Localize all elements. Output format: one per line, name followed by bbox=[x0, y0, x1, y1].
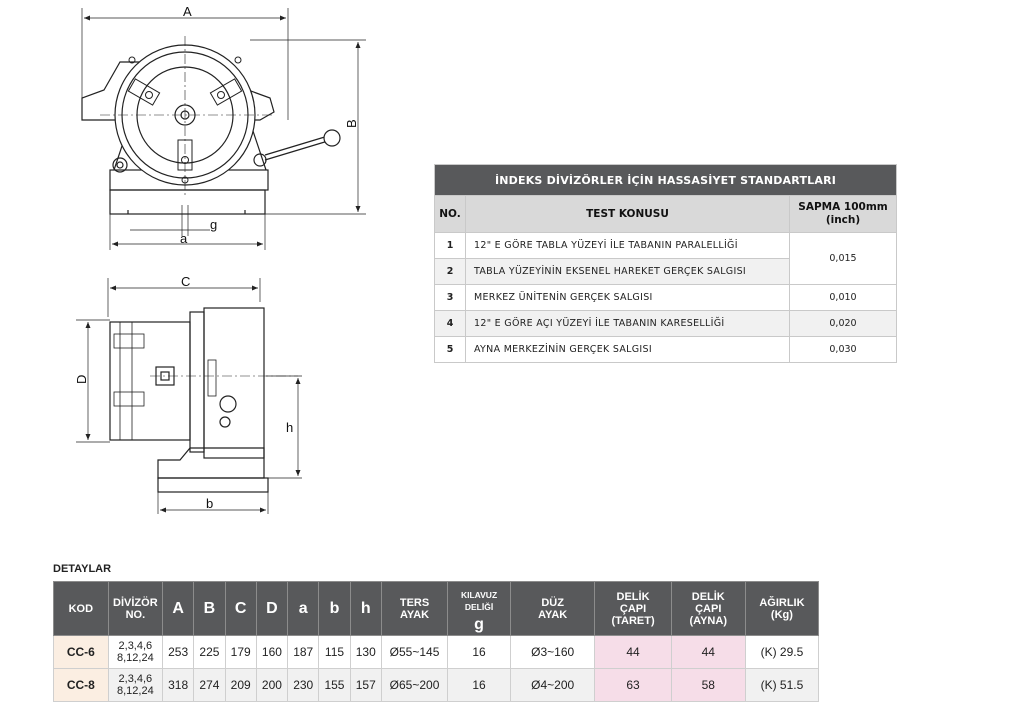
header-h: h bbox=[350, 582, 381, 636]
cell-taret: 63 bbox=[595, 669, 671, 702]
header-kilavuz-label: KILAVUZ DELİĞİ bbox=[460, 589, 498, 612]
cell-D: 160 bbox=[256, 636, 287, 669]
table-row bbox=[435, 233, 897, 259]
dim-label-A: A bbox=[183, 4, 192, 19]
cell-ters-ayak: Ø65~200 bbox=[381, 669, 447, 702]
cell-kod: CC-6 bbox=[54, 636, 109, 669]
table-row bbox=[54, 636, 819, 669]
cell-a: 187 bbox=[288, 636, 319, 669]
cell-g: 16 bbox=[448, 636, 511, 669]
header-a: a bbox=[288, 582, 319, 636]
cell-h: 130 bbox=[350, 636, 381, 669]
cell-divizor: 2,3,4,6 8,12,24 bbox=[108, 636, 162, 669]
dim-label-h: h bbox=[286, 420, 294, 435]
table-row bbox=[435, 311, 897, 337]
row-value: 0,015 bbox=[790, 233, 897, 285]
row-value: 0,030 bbox=[790, 337, 897, 363]
row-no: 2 bbox=[435, 259, 466, 285]
dim-label-D: D bbox=[74, 374, 89, 384]
header-C: C bbox=[225, 582, 256, 636]
cell-divizor: 2,3,4,6 8,12,24 bbox=[108, 669, 162, 702]
table-row bbox=[435, 337, 897, 363]
cell-duz-ayak: Ø4~200 bbox=[510, 669, 595, 702]
cell-D: 200 bbox=[256, 669, 287, 702]
front-view-drawing bbox=[70, 0, 370, 255]
header-D: D bbox=[256, 582, 287, 636]
header-kilavuz-g: g bbox=[474, 615, 484, 633]
cell-C: 179 bbox=[225, 636, 256, 669]
cell-taret: 44 bbox=[595, 636, 671, 669]
header-delik-ayna: DELİK ÇAPI (AYNA) bbox=[671, 582, 745, 636]
dim-label-a: a bbox=[180, 231, 188, 246]
row-topic: AYNA MERKEZİNİN GERÇEK SALGISI bbox=[466, 337, 790, 363]
cell-kod: CC-8 bbox=[54, 669, 109, 702]
header-A: A bbox=[163, 582, 194, 636]
cell-ayna: 44 bbox=[671, 636, 745, 669]
accuracy-standards-table bbox=[434, 164, 897, 363]
header-agirlik: AĞIRLIK (Kg) bbox=[745, 582, 818, 636]
table-row bbox=[435, 285, 897, 311]
dim-label-g: g bbox=[210, 217, 218, 232]
row-value: 0,010 bbox=[790, 285, 897, 311]
row-topic: TABLA YÜZEYİNİN EKSENEL HAREKET GERÇEK SALGISI bbox=[466, 259, 790, 285]
header-duz-ayak: DÜZ AYAK bbox=[510, 582, 595, 636]
standards-header-deviation: SAPMA 100mm (inch) bbox=[790, 196, 897, 233]
cell-agirlik: (K) 51.5 bbox=[745, 669, 818, 702]
row-no: 3 bbox=[435, 285, 466, 311]
header-B: B bbox=[194, 582, 225, 636]
row-topic: MERKEZ ÜNİTENİN GERÇEK SALGISI bbox=[466, 285, 790, 311]
row-no: 5 bbox=[435, 337, 466, 363]
cell-h: 157 bbox=[350, 669, 381, 702]
cell-A: 253 bbox=[163, 636, 194, 669]
standards-header-no: NO. bbox=[435, 196, 466, 233]
side-view-drawing bbox=[70, 272, 310, 517]
dim-label-b: b bbox=[206, 496, 214, 511]
row-no: 4 bbox=[435, 311, 466, 337]
header-delik-taret: DELİK ÇAPI (TARET) bbox=[595, 582, 671, 636]
cell-ters-ayak: Ø55~145 bbox=[381, 636, 447, 669]
header-divizor: DİVİZÖR NO. bbox=[108, 582, 162, 636]
details-table bbox=[53, 581, 819, 702]
cell-A: 318 bbox=[163, 669, 194, 702]
standards-title: İNDEKS DİVİZÖRLER İÇİN HASSASİYET STANDARTLARI bbox=[435, 165, 897, 196]
header-ters-ayak: TERS AYAK bbox=[381, 582, 447, 636]
standards-header-topic: TEST KONUSU bbox=[466, 196, 790, 233]
table-row bbox=[54, 669, 819, 702]
cell-B: 225 bbox=[194, 636, 225, 669]
row-topic: 12" E GÖRE TABLA YÜZEYİ İLE TABANIN PARALELLİĞİ bbox=[466, 233, 790, 259]
cell-b: 155 bbox=[319, 669, 350, 702]
row-no: 1 bbox=[435, 233, 466, 259]
header-kilavuz bbox=[448, 582, 511, 636]
cell-duz-ayak: Ø3~160 bbox=[510, 636, 595, 669]
dim-label-B: B bbox=[344, 119, 359, 128]
dim-label-C: C bbox=[181, 274, 191, 289]
cell-a: 230 bbox=[288, 669, 319, 702]
header-kod: KOD bbox=[54, 582, 109, 636]
row-value: 0,020 bbox=[790, 311, 897, 337]
header-b: b bbox=[319, 582, 350, 636]
cell-g: 16 bbox=[448, 669, 511, 702]
cell-ayna: 58 bbox=[671, 669, 745, 702]
row-topic: 12" E GÖRE AÇI YÜZEYİ İLE TABANIN KARESELLİĞİ bbox=[466, 311, 790, 337]
cell-agirlik: (K) 29.5 bbox=[745, 636, 818, 669]
cell-C: 209 bbox=[225, 669, 256, 702]
cell-B: 274 bbox=[194, 669, 225, 702]
details-title: DETAYLAR bbox=[53, 563, 112, 575]
cell-b: 115 bbox=[319, 636, 350, 669]
